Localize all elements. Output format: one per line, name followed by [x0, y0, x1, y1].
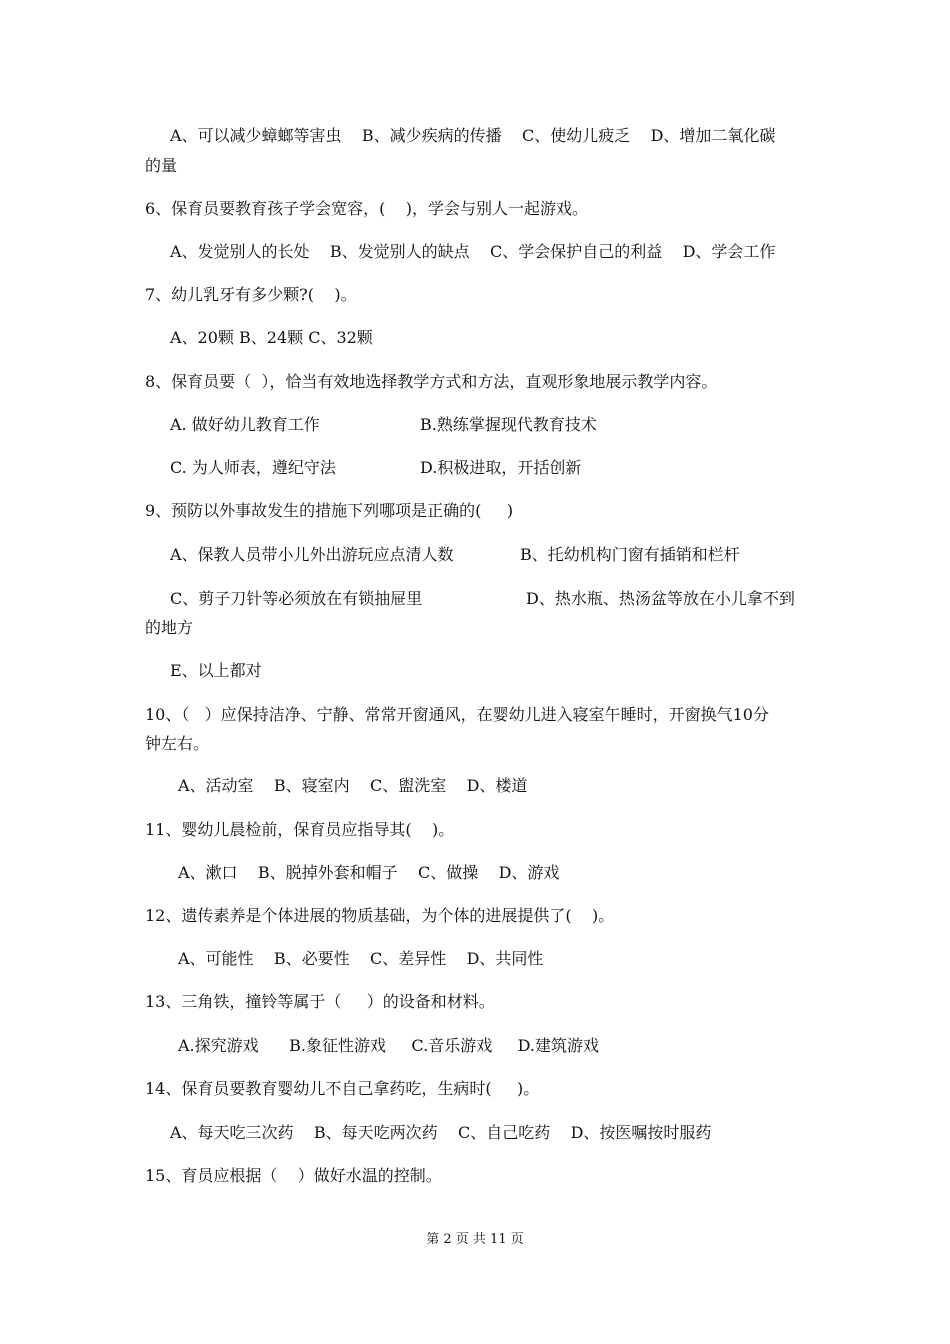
q5-options-line1: A、可以减少蟑螂等害虫 B、减少疾病的传播 C、使幼儿疲乏 D、增加二氧化碳	[170, 126, 776, 145]
q9-option-a: A、保教人员带小儿外出游玩应点清人数	[170, 545, 454, 564]
q9-option-d: D、热水瓶、热汤盆等放在小儿拿不到	[526, 589, 795, 608]
q10-stem-line1: 10、（ ）应保持洁净、宁静、常常开窗通风，在婴幼儿进入寝室午睡时，开窗换气10分	[145, 705, 769, 724]
q10-options: A、活动室 B、寝室内 C、盥洗室 D、楼道	[178, 776, 528, 795]
q8-option-d: D.积极进取，开括创新	[420, 458, 582, 477]
q8-option-a: A. 做好幼儿教育工作	[170, 415, 320, 434]
q13-options: A.探究游戏 B.象征性游戏 C.音乐游戏 D.建筑游戏	[178, 1036, 599, 1055]
q9-stem: 9、预防以外事故发生的措施下列哪项是正确的( )	[145, 501, 514, 520]
q14-stem: 14、保育员要教育婴幼儿不自己拿药吃，生病时( )。	[145, 1079, 540, 1098]
q9-option-d-cont: 的地方	[145, 618, 194, 637]
q13-stem: 13、三角铁，撞铃等属于（ ）的设备和材料。	[145, 992, 495, 1011]
q8-option-c: C. 为人师表，遵纪守法	[170, 458, 336, 477]
q9-option-b: B、托幼机构门窗有插销和栏杆	[520, 545, 740, 564]
q6-stem: 6、保育员要教育孩子学会宽容，( )，学会与别人一起游戏。	[145, 199, 589, 218]
q9-option-e: E、以上都对	[170, 661, 262, 680]
q9-option-c: C、剪子刀针等必须放在有锁抽屉里	[170, 589, 423, 608]
q8-stem: 8、保育员要（ ），恰当有效地选择教学方式和方法，直观形象地展示教学内容。	[145, 372, 718, 391]
q11-stem: 11、婴幼儿晨检前，保育员应指导其( )。	[145, 820, 455, 839]
q11-options: A、漱口 B、脱掉外套和帽子 C、做操 D、游戏	[178, 863, 560, 882]
q15-stem: 15、育员应根据（ ）做好水温的控制。	[145, 1166, 442, 1185]
q7-options: A、20颗 B、24颗 C、32颗	[170, 328, 373, 347]
q8-option-b: B.熟练掌握现代教育技术	[420, 415, 597, 434]
q12-stem: 12、遗传素养是个体进展的物质基础，为个体的进展提供了( )。	[145, 906, 615, 925]
q12-options: A、可能性 B、必要性 C、差异性 D、共同性	[178, 949, 544, 968]
q5-options-line2: 的量	[145, 156, 178, 175]
q7-stem: 7、幼儿乳牙有多少颗?( )。	[145, 285, 357, 304]
q10-stem-line2: 钟左右。	[145, 734, 210, 753]
page-footer: 第 2 页 共 11 页	[426, 1232, 524, 1247]
q6-options: A、发觉别人的长处 B、发觉别人的缺点 C、学会保护自己的利益 D、学会工作	[170, 242, 776, 261]
q14-options: A、每天吃三次药 B、每天吃两次药 C、自己吃药 D、按医嘱按时服药	[170, 1123, 712, 1142]
